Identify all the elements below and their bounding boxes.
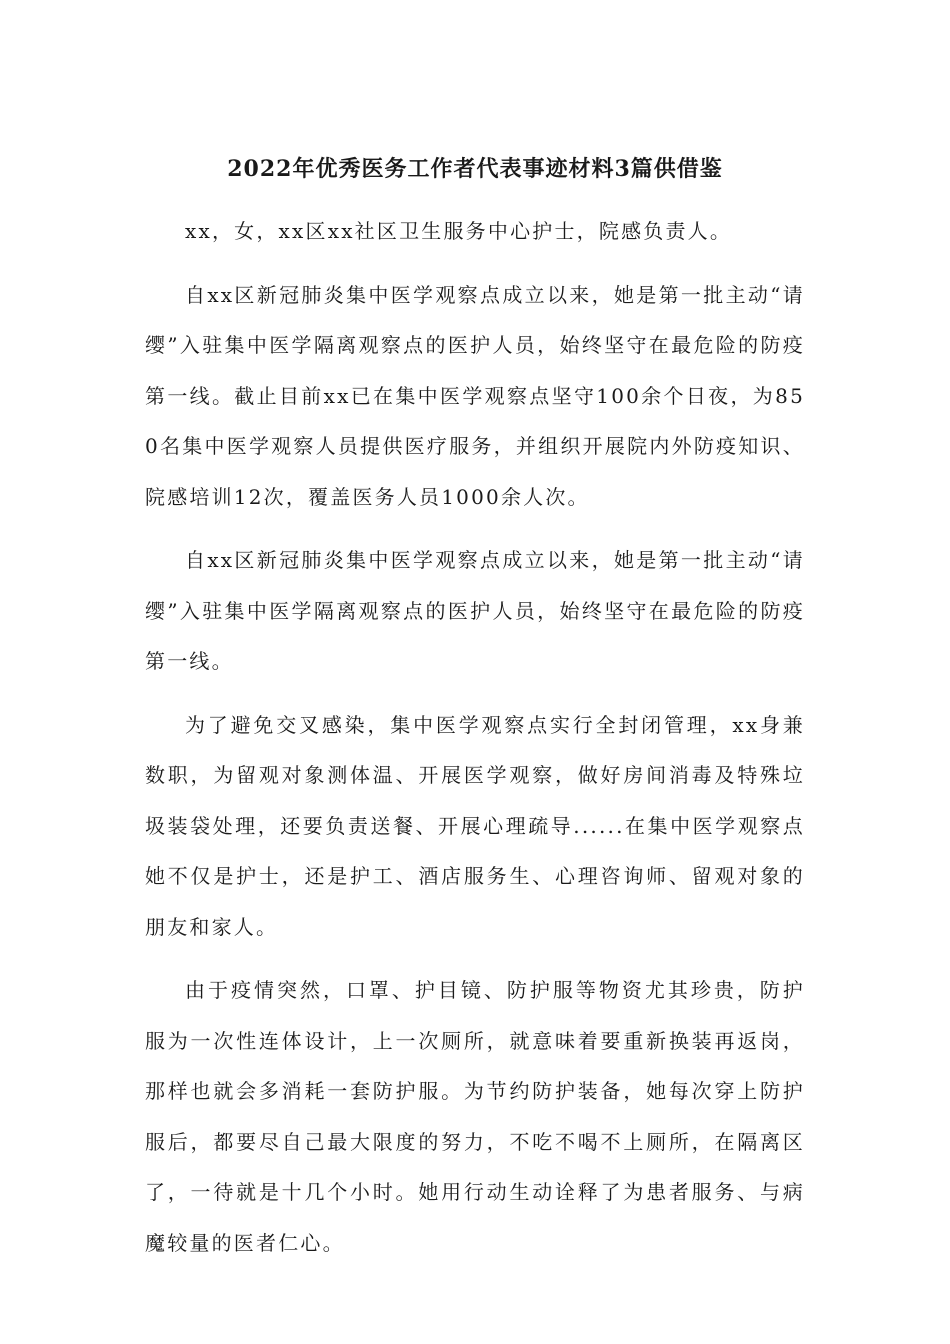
document-body — [145, 206, 805, 1281]
document-title: 2022年优秀医务工作者代表事迹材料3篇供借鉴 — [227, 155, 723, 182]
paragraph-protective-gear: 由于疫情突然，口罩、护目镜、防护服等物资尤其珍贵，防护服为一次性连体设计，上一次厕所，就意味着要重新换装再返岗，那样也就会多消耗一套防护服。为节约防护装备，她每次穿上防护服后，都要尽自己最大限度的努力，不吃不喝不上厕所，在隔离区了，一待就是十几个小时。她用行动生动诠释了为患者服务、与病魔较量的医者仁心。 — [145, 978, 805, 1255]
paragraph-service-record: 自xx区新冠肺炎集中医学观察点成立以来，她是第一批主动“请缨”入驻集中医学隔离观察点的医护人员，始终坚守在最危险的防疫第一线。截止目前xx已在集中医学观察点坚守100余个日夜，为850名集中医学观察人员提供医疗服务，并组织开展院内外防疫知识、院感培训12次，覆盖医务人员1000余人次。 — [145, 282, 805, 509]
paragraph-intro: xx，女，xx区xx社区卫生服务中心护士，院感负责人。 — [185, 219, 733, 243]
paragraph-multiple-roles: 为了避免交叉感染，集中医学观察点实行全封闭管理，xx身兼数职，为留观对象测体温、开展医学观察，做好房间消毒及特殊垃圾装袋处理，还要负责送餐、开展心理疏导......在集中医学观察点她不仅是护士，还是护工、酒店服务生、心理咨询师、留观对象的朋友和家人。 — [145, 712, 805, 939]
paragraph-volunteer: 自xx区新冠肺炎集中医学观察点成立以来，她是第一批主动“请缨”入驻集中医学隔离观察点的医护人员，始终坚守在最危险的防疫第一线。 — [145, 548, 805, 673]
